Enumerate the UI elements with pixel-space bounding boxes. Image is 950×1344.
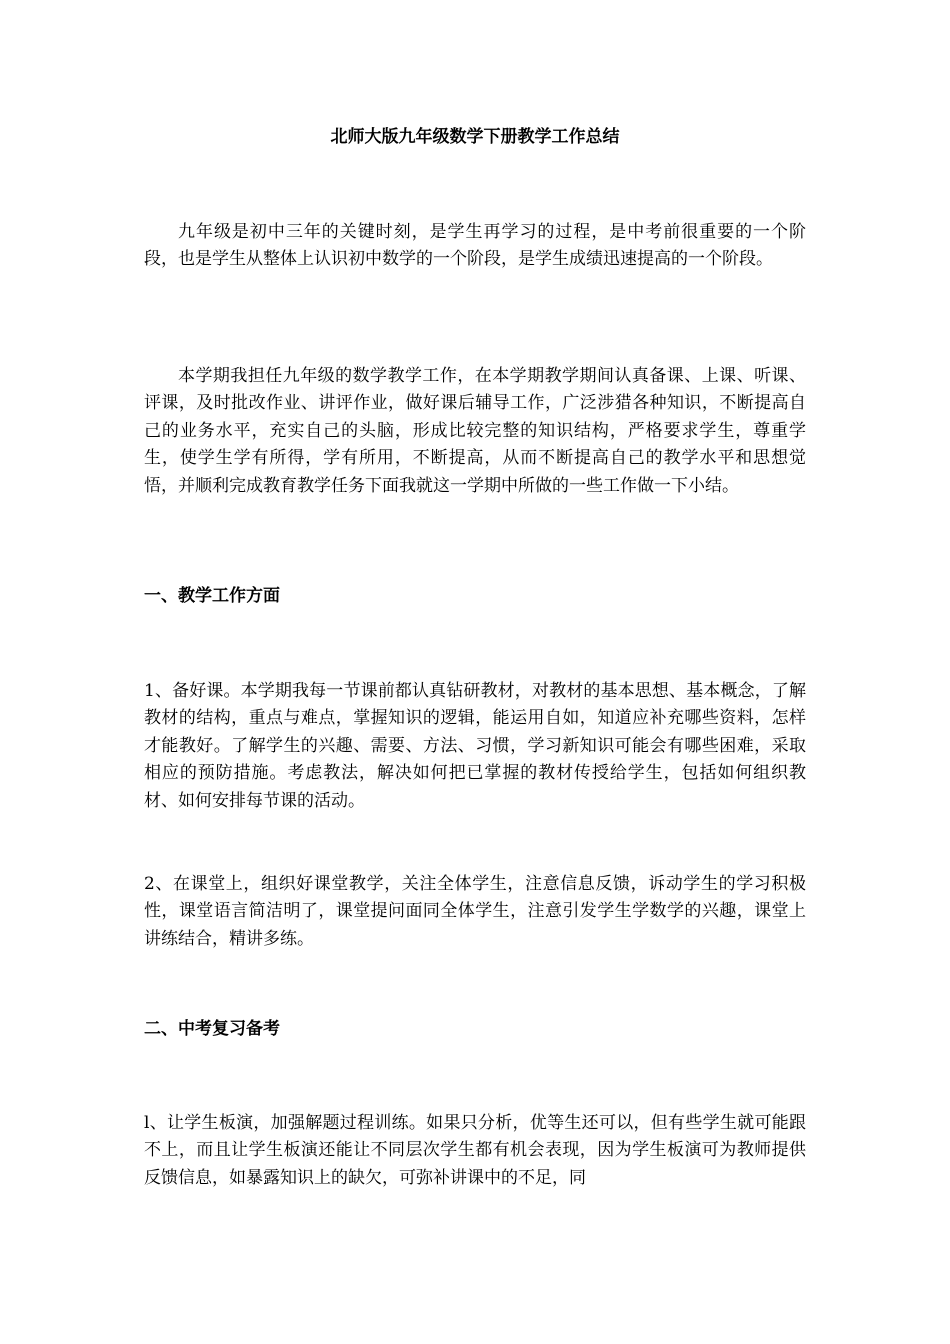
intro-paragraph: 九年级是初中三年的关键时刻，是学生再学习的过程，是中考前很重要的一个阶段，也是学生从整体上认识初中数学的一个阶段，是学生成绩迅速提高的一个阶段。 bbox=[144, 222, 806, 270]
overview-paragraph: 本学期我担任九年级的数学教学工作，在本学期教学期间认真备课、上课、听课、评课，及时批改作业、讲评作业，做好课后辅导工作，广泛涉猎各种知识，不断提高自己的业务水平，充实自己的头脑，形成比较完整的知识结构，严格要求学生，尊重学生，使学生学有所得，学有所用，不断提高，从而不断提高自己的教学水平和思想觉悟，并顺利完成教育教学任务下面我就这一学期中所做的一些工作做一下小结。 bbox=[144, 366, 806, 496]
document-title: 北师大版九年级数学下册教学工作总结 bbox=[330, 127, 620, 147]
teaching-item-prepare-lessons: 1、备好课。本学期我每一节课前都认真钻研教材，对教材的基本思想、基本概念，了解教材的结构，重点与难点，掌握知识的逻辑，能运用自如，知道应补充哪些资料，怎样才能教好。了解学生的兴趣、需要、方法、习惯，学习新知识可能会有哪些困难，采取相应的预防措施。考虑教法，解决如何把已掌握的教材传授给学生，包括如何组织教材、如何安排每节课的活动。 bbox=[144, 681, 806, 811]
teaching-item-classroom: 2、在课堂上，组织好课堂教学，关注全体学生，注意信息反馈，诉动学生的学习积极性，课堂语言简洁明了，课堂提问面同全体学生，注意引发学生学数学的兴趣，课堂上讲练结合，精讲多练。 bbox=[144, 874, 806, 949]
section-heading-exam-review: 二、中考复习备考 bbox=[144, 1019, 280, 1039]
section-heading-teaching-work: 一、教学工作方面 bbox=[144, 586, 280, 606]
review-item-board-practice: l、让学生板演，加强解题过程训练。如果只分析，优等生还可以，但有些学生就可能跟不上，而且让学生板演还能让不同层次学生都有机会表现，因为学生板演可为教师提供反馈信息，如暴露知识上的缺欠，可弥补讲课中的不足，同 bbox=[144, 1113, 806, 1188]
